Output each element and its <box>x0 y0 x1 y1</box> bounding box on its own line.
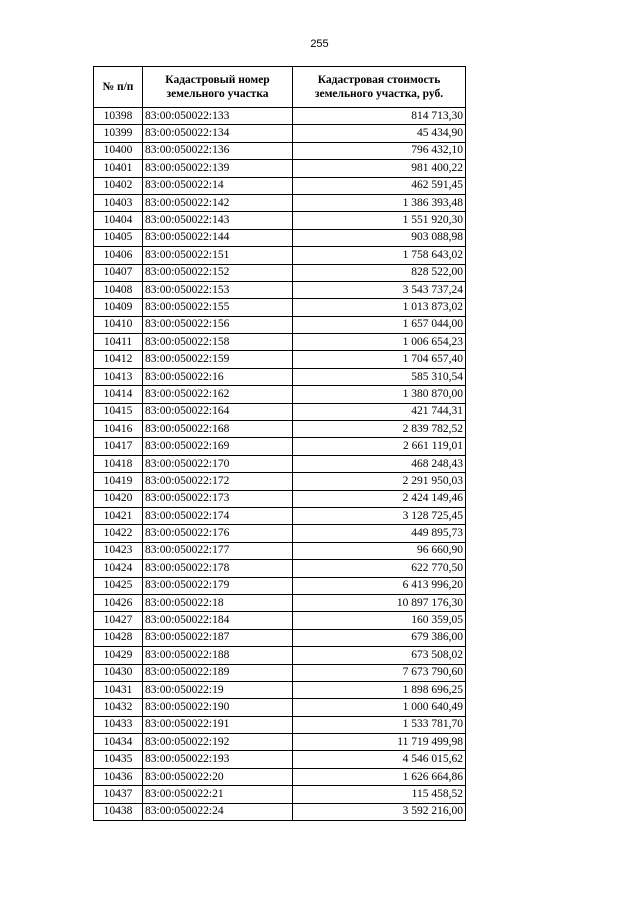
cadastral-value: 1 898 696,25 <box>293 681 466 698</box>
row-number: 10421 <box>94 507 143 524</box>
cadastral-value: 4 546 015,62 <box>293 751 466 768</box>
cadastral-value: 679 386,00 <box>293 629 466 646</box>
row-number: 10415 <box>94 403 143 420</box>
cadastral-number: 83:00:050022:190 <box>143 699 293 716</box>
header-cadastral-value: Кадастровая стоимость земельного участка, руб. <box>293 67 466 108</box>
table-row <box>94 594 466 611</box>
row-number: 10433 <box>94 716 143 733</box>
table-row <box>94 368 466 385</box>
cadastral-value: 673 508,02 <box>293 647 466 664</box>
header-number: № п/п <box>94 67 143 108</box>
cadastral-number: 83:00:050022:133 <box>143 108 293 125</box>
cadastral-value: 96 660,90 <box>293 542 466 559</box>
cadastral-value: 1 006 654,23 <box>293 334 466 351</box>
row-number: 10428 <box>94 629 143 646</box>
cadastral-value: 7 673 790,60 <box>293 664 466 681</box>
row-number: 10405 <box>94 229 143 246</box>
cadastral-number: 83:00:050022:189 <box>143 664 293 681</box>
table-row <box>94 647 466 664</box>
table-row <box>94 108 466 125</box>
row-number: 10402 <box>94 177 143 194</box>
cadastral-number: 83:00:050022:152 <box>143 264 293 281</box>
cadastral-number: 83:00:050022:162 <box>143 386 293 403</box>
cadastral-number: 83:00:050022:151 <box>143 247 293 264</box>
cadastral-value: 1 626 664,86 <box>293 768 466 785</box>
table-row <box>94 768 466 785</box>
cadastral-value: 1 013 873,02 <box>293 299 466 316</box>
row-number: 10410 <box>94 316 143 333</box>
row-number: 10406 <box>94 247 143 264</box>
row-number: 10419 <box>94 473 143 490</box>
row-number: 10417 <box>94 438 143 455</box>
row-number: 10407 <box>94 264 143 281</box>
cadastral-value: 1 657 044,00 <box>293 316 466 333</box>
cadastral-value: 1 704 657,40 <box>293 351 466 368</box>
row-number: 10400 <box>94 142 143 159</box>
cadastral-value: 2 291 950,03 <box>293 473 466 490</box>
row-number: 10437 <box>94 786 143 803</box>
cadastral-value: 2 839 782,52 <box>293 421 466 438</box>
cadastral-value: 1 533 781,70 <box>293 716 466 733</box>
cadastral-number: 83:00:050022:142 <box>143 194 293 211</box>
cadastral-value: 1 380 870,00 <box>293 386 466 403</box>
row-number: 10404 <box>94 212 143 229</box>
cadastral-value: 796 432,10 <box>293 142 466 159</box>
table-row <box>94 507 466 524</box>
row-number: 10422 <box>94 525 143 542</box>
row-number: 10411 <box>94 334 143 351</box>
row-number: 10420 <box>94 490 143 507</box>
row-number: 10435 <box>94 751 143 768</box>
table-row <box>94 438 466 455</box>
row-number: 10431 <box>94 681 143 698</box>
cadastral-value: 981 400,22 <box>293 160 466 177</box>
table-row <box>94 264 466 281</box>
cadastral-number: 83:00:050022:177 <box>143 542 293 559</box>
cadastral-value: 45 434,90 <box>293 125 466 142</box>
row-number: 10412 <box>94 351 143 368</box>
cadastral-number: 83:00:050022:172 <box>143 473 293 490</box>
table-row <box>94 699 466 716</box>
row-number: 10438 <box>94 803 143 820</box>
header-cadastral-number: Кадастровый номер земельного участка <box>143 67 293 108</box>
row-number: 10432 <box>94 699 143 716</box>
cadastral-number: 83:00:050022:184 <box>143 612 293 629</box>
cadastral-number: 83:00:050022:170 <box>143 455 293 472</box>
table-row <box>94 403 466 420</box>
row-number: 10424 <box>94 560 143 577</box>
row-number: 10418 <box>94 455 143 472</box>
cadastral-number: 83:00:050022:134 <box>143 125 293 142</box>
row-number: 10416 <box>94 421 143 438</box>
table-row <box>94 177 466 194</box>
cadastral-value: 1 551 920,30 <box>293 212 466 229</box>
cadastral-number: 83:00:050022:155 <box>143 299 293 316</box>
cadastral-value: 421 744,31 <box>293 403 466 420</box>
table-row <box>94 351 466 368</box>
cadastral-number: 83:00:050022:169 <box>143 438 293 455</box>
table-row <box>94 212 466 229</box>
cadastral-number: 83:00:050022:153 <box>143 281 293 298</box>
row-number: 10403 <box>94 194 143 211</box>
cadastral-value: 11 719 499,98 <box>293 734 466 751</box>
cadastral-value: 1 758 643,02 <box>293 247 466 264</box>
cadastral-number: 83:00:050022:16 <box>143 368 293 385</box>
table-row <box>94 542 466 559</box>
table-row <box>94 560 466 577</box>
cadastral-number: 83:00:050022:143 <box>143 212 293 229</box>
row-number: 10414 <box>94 386 143 403</box>
cadastral-value: 828 522,00 <box>293 264 466 281</box>
cadastral-number: 83:00:050022:158 <box>143 334 293 351</box>
row-number: 10399 <box>94 125 143 142</box>
table-body <box>94 108 466 821</box>
row-number: 10398 <box>94 108 143 125</box>
row-number: 10409 <box>94 299 143 316</box>
table-header <box>94 67 466 108</box>
table-row <box>94 629 466 646</box>
row-number: 10408 <box>94 281 143 298</box>
cadastral-value: 160 359,05 <box>293 612 466 629</box>
table-row <box>94 734 466 751</box>
row-number: 10423 <box>94 542 143 559</box>
row-number: 10434 <box>94 734 143 751</box>
cadastral-number: 83:00:050022:156 <box>143 316 293 333</box>
cadastral-number: 83:00:050022:168 <box>143 421 293 438</box>
cadastral-number: 83:00:050022:192 <box>143 734 293 751</box>
table-row <box>94 160 466 177</box>
cadastral-value: 462 591,45 <box>293 177 466 194</box>
cadastral-value: 3 543 737,24 <box>293 281 466 298</box>
cadastral-value: 6 413 996,20 <box>293 577 466 594</box>
cadastral-value: 622 770,50 <box>293 560 466 577</box>
row-number: 10413 <box>94 368 143 385</box>
cadastral-number: 83:00:050022:144 <box>143 229 293 246</box>
cadastral-number: 83:00:050022:188 <box>143 647 293 664</box>
cadastral-number: 83:00:050022:24 <box>143 803 293 820</box>
row-number: 10427 <box>94 612 143 629</box>
row-number: 10430 <box>94 664 143 681</box>
cadastral-number: 83:00:050022:193 <box>143 751 293 768</box>
cadastral-number: 83:00:050022:159 <box>143 351 293 368</box>
table-row <box>94 473 466 490</box>
cadastral-value: 585 310,54 <box>293 368 466 385</box>
cadastral-value: 2 424 149,46 <box>293 490 466 507</box>
cadastral-value: 814 713,30 <box>293 108 466 125</box>
cadastral-number: 83:00:050022:21 <box>143 786 293 803</box>
table-row <box>94 421 466 438</box>
cadastral-value: 1 386 393,48 <box>293 194 466 211</box>
table-row <box>94 281 466 298</box>
table-row <box>94 334 466 351</box>
cadastral-number: 83:00:050022:174 <box>143 507 293 524</box>
table-row <box>94 612 466 629</box>
table-row <box>94 751 466 768</box>
cadastral-number: 83:00:050022:136 <box>143 142 293 159</box>
cadastral-value: 449 895,73 <box>293 525 466 542</box>
table-row <box>94 386 466 403</box>
table-row <box>94 786 466 803</box>
table-row <box>94 299 466 316</box>
cadastral-number: 83:00:050022:139 <box>143 160 293 177</box>
table-row <box>94 229 466 246</box>
row-number: 10436 <box>94 768 143 785</box>
table-row <box>94 716 466 733</box>
table-row <box>94 455 466 472</box>
table-row <box>94 490 466 507</box>
cadastral-number: 83:00:050022:18 <box>143 594 293 611</box>
row-number: 10425 <box>94 577 143 594</box>
table-row <box>94 125 466 142</box>
row-number: 10401 <box>94 160 143 177</box>
cadastral-number: 83:00:050022:178 <box>143 560 293 577</box>
table-row <box>94 577 466 594</box>
cadastral-number: 83:00:050022:187 <box>143 629 293 646</box>
page-number: 255 <box>310 38 329 50</box>
row-number: 10429 <box>94 647 143 664</box>
cadastral-value: 3 592 216,00 <box>293 803 466 820</box>
table-row <box>94 681 466 698</box>
cadastral-value: 115 458,52 <box>293 786 466 803</box>
table-row <box>94 247 466 264</box>
cadastral-number: 83:00:050022:164 <box>143 403 293 420</box>
cadastral-value: 2 661 119,01 <box>293 438 466 455</box>
cadastre-table <box>93 66 466 821</box>
table-row <box>94 525 466 542</box>
cadastral-number: 83:00:050022:179 <box>143 577 293 594</box>
table-row <box>94 664 466 681</box>
cadastral-number: 83:00:050022:19 <box>143 681 293 698</box>
table-row <box>94 803 466 820</box>
cadastral-number: 83:00:050022:191 <box>143 716 293 733</box>
cadastral-number: 83:00:050022:173 <box>143 490 293 507</box>
cadastral-value: 903 088,98 <box>293 229 466 246</box>
cadastral-number: 83:00:050022:14 <box>143 177 293 194</box>
table-row <box>94 316 466 333</box>
cadastral-value: 468 248,43 <box>293 455 466 472</box>
cadastral-number: 83:00:050022:176 <box>143 525 293 542</box>
cadastral-value: 10 897 176,30 <box>293 594 466 611</box>
cadastral-number: 83:00:050022:20 <box>143 768 293 785</box>
table-row <box>94 142 466 159</box>
table-row <box>94 194 466 211</box>
header-row <box>94 67 466 108</box>
cadastral-value: 1 000 640,49 <box>293 699 466 716</box>
cadastral-value: 3 128 725,45 <box>293 507 466 524</box>
row-number: 10426 <box>94 594 143 611</box>
